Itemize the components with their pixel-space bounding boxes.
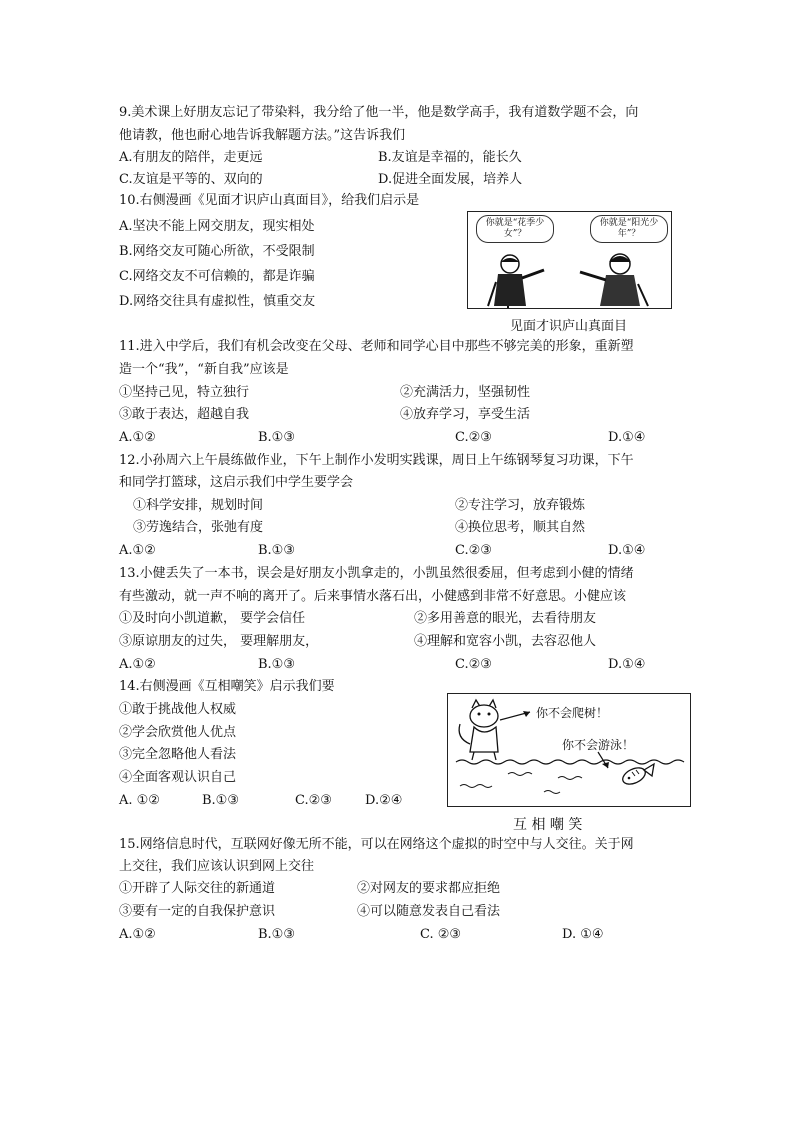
q9-option-a: A.有朋友的陪伴，走更远 xyxy=(119,150,263,165)
q12-stem-line1: 12.小孙周六上午晨练做作业，下午上制作小发明实践课，周日上午练钢琴复习功课，下午 xyxy=(119,453,634,468)
q13-statement-3: ③原谅朋友的过失， 要理解朋友， xyxy=(119,634,319,649)
q10-option-a: A.坚决不能上网交朋友，现实相处 xyxy=(119,219,315,234)
q13-option-a: A.①② xyxy=(119,657,156,672)
q12-option-c: C.②③ xyxy=(455,543,492,558)
cartoon-meeting xyxy=(467,211,672,309)
q9-option-d: D.促进全面发展，培养人 xyxy=(378,172,523,187)
q14-stem: 14.右侧漫画《互相嘲笑》启示我们要 xyxy=(119,679,335,694)
q13-option-d: D.①④ xyxy=(608,657,646,672)
q11-option-c: C.②③ xyxy=(455,430,492,445)
q10-stem: 10.右侧漫画《见面才识庐山真面目》，给我们启示是 xyxy=(119,193,420,208)
q12-option-b: B.①③ xyxy=(258,543,295,558)
cartoon-mockery-caption: 互 相 嘲 笑 xyxy=(513,817,583,833)
q12-statement-1: ①科学安排，规划时间 xyxy=(133,498,264,513)
q13-stem-line1: 13.小健丢失了一本书，误会是好朋友小凯拿走的，小凯虽然很委屈，但考虑到小健的情绪 xyxy=(119,566,634,581)
q12-statement-2: ②专注学习，放弃锻炼 xyxy=(455,498,586,513)
q12-option-d: D.①④ xyxy=(608,543,646,558)
q15-option-b: B.①③ xyxy=(258,927,295,942)
q10-option-c: C.网络交友不可信赖的，都是诈骗 xyxy=(119,269,315,284)
q11-statement-1: ①坚持己见，特立独行 xyxy=(119,385,250,400)
q15-stem-line2: 上交往，我们应该认识到网上交往 xyxy=(119,859,315,874)
q11-option-a: A.①② xyxy=(119,430,156,445)
q12-stem-line2: 和同学打篮球，这启示我们中学生要学会 xyxy=(119,475,354,490)
q11-option-b: B.①③ xyxy=(258,430,295,445)
q15-option-a: A.①② xyxy=(119,927,156,942)
q14-option-a: A. ①② xyxy=(119,793,160,808)
q13-option-c: C.②③ xyxy=(455,657,492,672)
q15-stem-line1: 15.网络信息时代，互联网好像无所不能，可以在网络这个虚拟的时空中与人交往。关于网 xyxy=(119,837,634,852)
q10-option-d: D.网络交往具有虚拟性，慎重交友 xyxy=(119,294,316,309)
q11-statement-2: ②充满活力，坚强韧性 xyxy=(400,385,531,400)
q14-option-c: C.②③ xyxy=(295,793,332,808)
cartoon-meeting-caption: 见面才识庐山真面目 xyxy=(510,319,628,334)
q13-stem-line2: 有些激动，就一声不响的离开了。后来事情水落石出，小健感到非常不好意思。小健应该 xyxy=(119,589,627,604)
q9-option-c: C.友谊是平等的、双向的 xyxy=(119,172,263,187)
q15-statement-2: ②对网友的要求都应拒绝 xyxy=(357,881,501,896)
q15-statement-1: ①开辟了人际交往的新通道 xyxy=(119,881,276,896)
q12-statement-4: ④换位思考，顺其自然 xyxy=(455,520,586,535)
q14-statement-3: ③完全忽略他人看法 xyxy=(119,747,237,762)
q13-statement-4: ④理解和宽容小凯，去容忍他人 xyxy=(414,634,597,649)
q13-statement-1: ①及时向小凯道歉， 要学会信任 xyxy=(119,611,306,626)
meeting-figures-illustration xyxy=(468,212,671,308)
q14-option-d: D.②④ xyxy=(365,793,403,808)
speech-bubble-left: 你就是“花季少女”？ xyxy=(476,215,554,243)
q10-option-b: B.网络交友可随心所欲，不受限制 xyxy=(119,244,315,259)
q14-option-b: B.①③ xyxy=(202,793,239,808)
cartoon-mutual-mockery xyxy=(447,693,691,807)
q12-statement-3: ③劳逸结合，张弛有度 xyxy=(133,520,264,535)
q11-stem-line2: 造一个“我”，“新自我”应该是 xyxy=(119,362,289,377)
q13-statement-2: ②多用善意的眼光，去看待朋友 xyxy=(414,611,597,626)
q11-statement-3: ③敢于表达，超越自我 xyxy=(119,407,250,422)
cat-and-fish-illustration xyxy=(448,694,690,806)
q11-option-d: D.①④ xyxy=(608,430,646,445)
q14-statement-2: ②学会欣赏他人优点 xyxy=(119,725,237,740)
q13-option-b: B.①③ xyxy=(258,657,295,672)
q9-stem-line1: 9.美术课上好朋友忘记了带染料，我分给了他一半，他是数学高手，我有道数学题不会，向 xyxy=(119,105,639,120)
q15-option-c: C. ②③ xyxy=(420,927,462,942)
q12-option-a: A.①② xyxy=(119,543,156,558)
cat-speech-text: 你不会爬树！ xyxy=(536,706,609,720)
fish-speech-text: 你不会游泳！ xyxy=(562,738,635,752)
q15-statement-3: ③要有一定的自我保护意识 xyxy=(119,904,276,919)
q15-statement-4: ④可以随意发表自己看法 xyxy=(357,904,501,919)
q15-option-d: D. ①④ xyxy=(562,927,604,942)
q11-stem-line1: 11.进入中学后，我们有机会改变在父母、老师和同学心目中那些不够完美的形象，重新塑 xyxy=(119,339,634,354)
q9-option-b: B.友谊是幸福的，能长久 xyxy=(378,150,522,165)
speech-bubble-right: 你就是“阳光少年”？ xyxy=(590,215,668,243)
q14-statement-1: ①敢于挑战他人权威 xyxy=(119,702,237,717)
q9-stem-line2: 他请教，他也耐心地告诉我解题方法。”这告诉我们 xyxy=(119,128,406,143)
q11-statement-4: ④放弃学习，享受生活 xyxy=(400,407,531,422)
q14-statement-4: ④全面客观认识自己 xyxy=(119,770,237,785)
